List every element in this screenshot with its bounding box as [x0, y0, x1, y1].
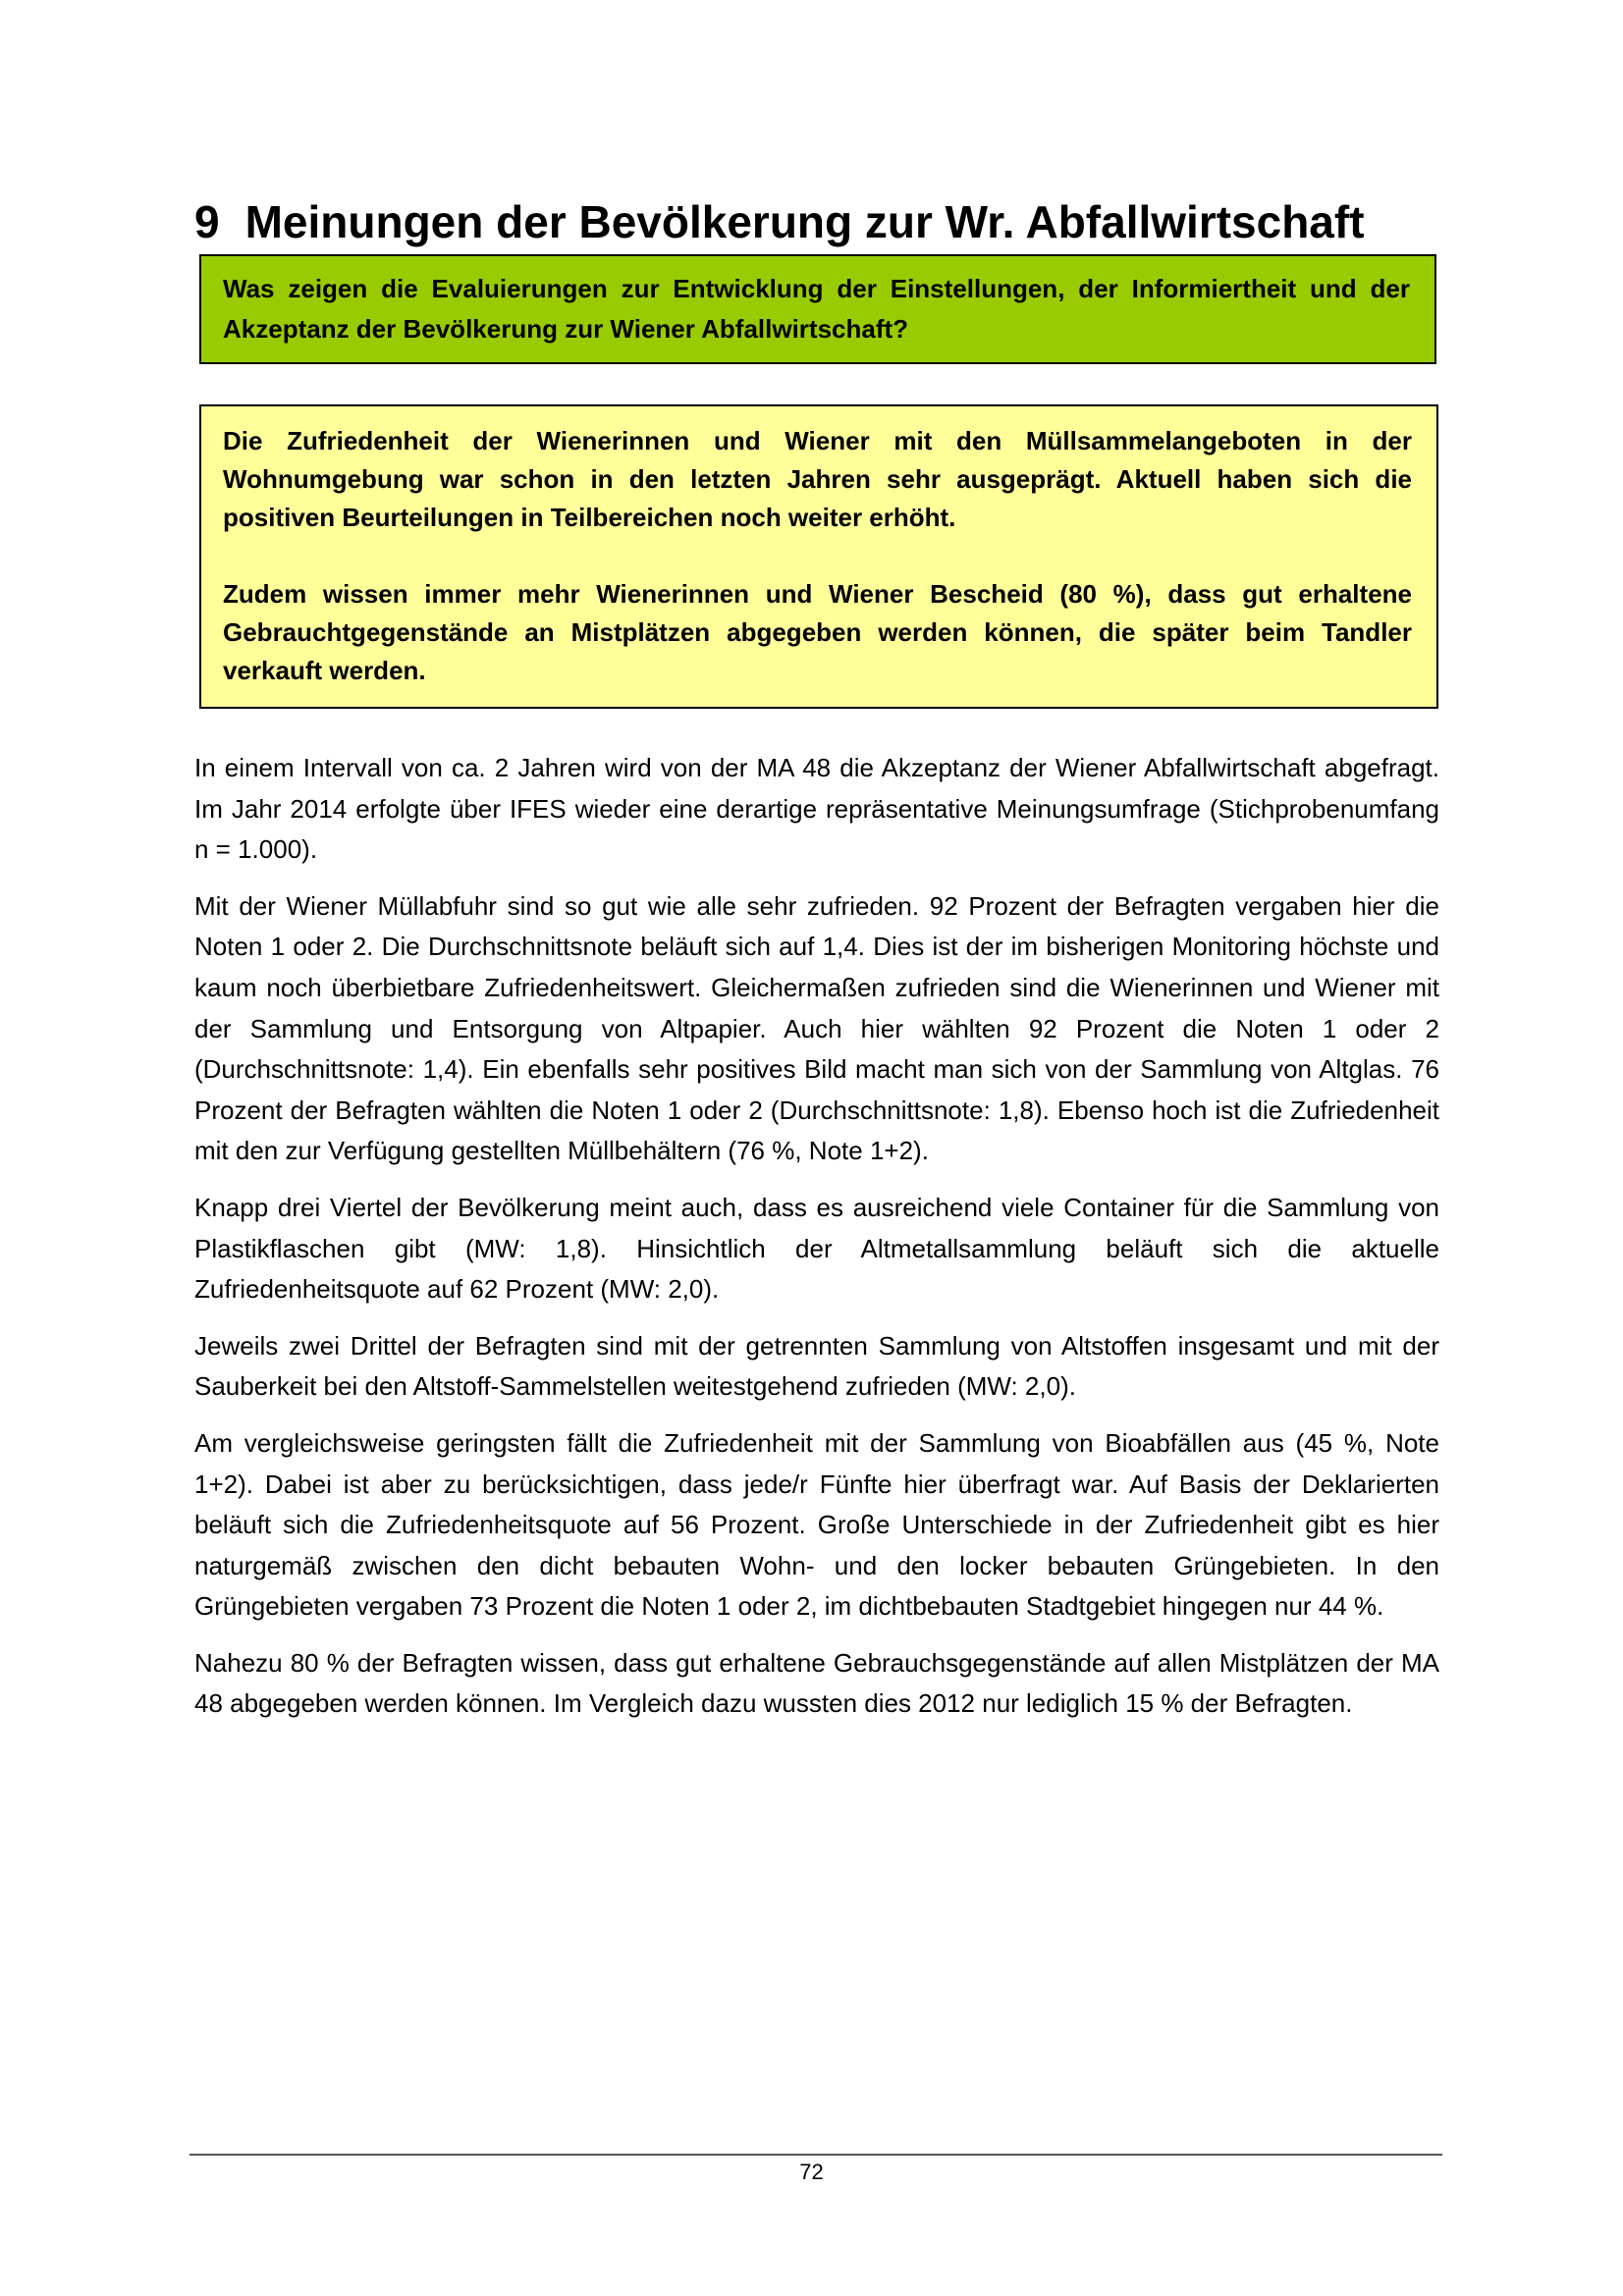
footer-divider [189, 2154, 1442, 2156]
section-title: Meinungen der Bevölkerung zur Wr. Abfallwirtschaft [244, 196, 1365, 247]
key-question-box [199, 254, 1436, 364]
key-question-text: Was zeigen die Evaluierungen zur Entwicklung der Einstellungen, der Informiertheit und der Akzeptanz der Bevölkerung zur Wiener Abfallwirtschaft? [223, 274, 1410, 344]
body-paragraph: Am vergleichsweise geringsten fällt die Zufriedenheit mit der Sammlung von Bioabfällen aus (45 %, Note 1+2). Dabei ist aber zu berücksichtigen, dass jede/r Fünfte hier überfragt war. Auf Basis der Deklarierten beläuft sich die Zufriedenheitsquote auf 56 Prozent. Große Unterschiede in der Zufriedenheit gibt es hier naturgemäß zwischen den dicht bebauten Wohn- und den locker bebauten Grüngebieten. In den Grüngebieten vergaben 73 Prozent die Noten 1 oder 2, im dichtbebauten Stadtgebiet hingegen nur 44 %. [194, 1427, 1439, 1622]
body-paragraph: Jeweils zwei Drittel der Befragten sind mit der getrennten Sammlung von Altstoffen insgesamt und mit der Sauberkeit bei den Altstoff-Sammelstellen weitestgehend zufrieden (MW: 2,0). [194, 1330, 1439, 1402]
section-heading [194, 192, 1441, 251]
summary-paragraph: Zudem wissen immer mehr Wienerinnen und Wiener Bescheid (80 %), dass gut erhaltene Gebrauchtgegenstände an Mistplätzen abgegeben werden können, die später beim Tandler verkauft werden. [223, 579, 1412, 685]
body-paragraph: In einem Intervall von ca. 2 Jahren wird von der MA 48 die Akzeptanz der Wiener Abfallwirtschaft abgefragt. Im Jahr 2014 erfolgte über IFES wieder eine derartige repräsentative Meinungsumfrage (Stichprobenumfang n = 1.000). [194, 753, 1439, 865]
section-number: 9 [194, 196, 220, 247]
body-paragraph: Knapp drei Viertel der Bevölkerung meint auch, dass es ausreichend viele Container für die Sammlung von Plastikflaschen gibt (MW: 1,8). Hinsichtlich der Altmetallsammlung beläuft sich die aktuelle Zufriedenheitsquote auf 62 Prozent (MW: 2,0). [194, 1192, 1439, 1305]
body-paragraph: Mit der Wiener Müllabfuhr sind so gut wie alle sehr zufrieden. 92 Prozent der Befragten vergaben hier die Noten 1 oder 2. Die Durchschnittsnote beläuft sich auf 1,4. Dies ist der im bisherigen Monitoring höchste und kaum noch überbietbare Zufriedenheitswert. Gleichermaßen zufrieden sind die Wienerinnen und Wiener mit der Sammlung und Entsorgung von Altpapier. Auch hier wählten 92 Prozent die Noten 1 oder 2 (Durchschnittsnote: 1,4). Ein ebenfalls sehr positives Bild macht man sich von der Sammlung von Altglas. 76 Prozent der Befragten wählten die Noten 1 oder 2 (Durchschnittsnote: 1,8). Ebenso hoch ist die Zufriedenheit mit den zur Verfügung gestellten Müllbehältern (76 %, Note 1+2). [194, 890, 1439, 1166]
body-text [194, 748, 1439, 1740]
page-number: 72 [799, 2160, 824, 2184]
body-paragraph: Nahezu 80 % der Befragten wissen, dass gut erhaltene Gebrauchsgegenstände auf allen Mistplätzen der MA 48 abgegeben werden können. Im Vergleich dazu wussten dies 2012 nur lediglich 15 % der Befragten. [194, 1647, 1439, 1719]
summary-box [199, 404, 1438, 709]
summary-paragraph: Die Zufriedenheit der Wienerinnen und Wiener mit den Müllsammelangeboten in der Wohnumgebung war schon in den letzten Jahren sehr ausgeprägt. Aktuell haben sich die positiven Beurteilungen in Teilbereichen noch weiter erhöht. [223, 426, 1412, 532]
